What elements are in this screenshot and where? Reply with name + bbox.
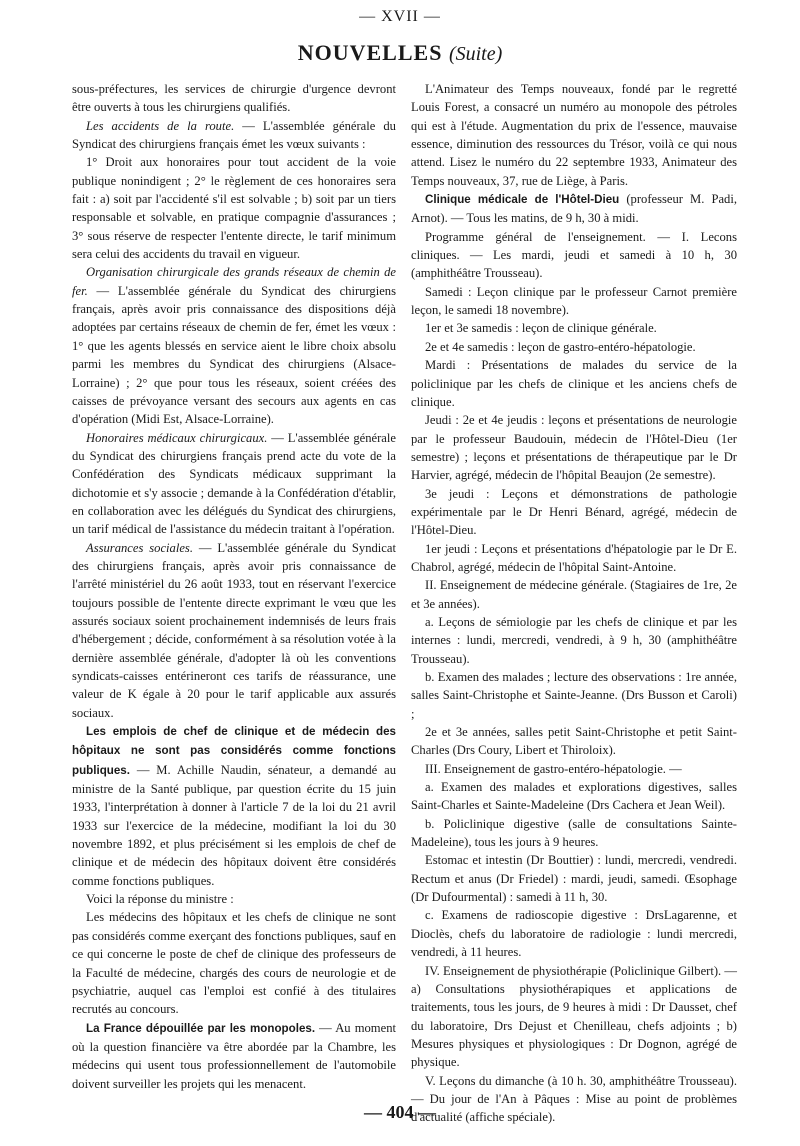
paragraph-title: Les accidents de la route.: [86, 118, 235, 133]
paragraph-body: — L'assemblée générale du Syndicat des chirurgiens français émet les vœux suivants :: [72, 118, 396, 152]
paragraph: 3e jeudi : Leçons et démonstrations de pathologie expérimentale par le Dr Henri Bénard, agrégé, médecin de l'Hôtel-Dieu.: [411, 486, 737, 538]
paragraph-body: — L'assemblée générale du Syndicat des chirurgiens français prend acte du vote de la Confédération des Syndicats médicaux supprimant la dichotomie et s'y associe ; demande à la Confédération d'établir, en collaboration avec les délégués du Syndicat des chirurgiens, un tarif médical de l'assistance du médecin traitant à l'opération.: [72, 430, 396, 537]
paragraph-title: Les emplois de chef de clinique et de médecin des hôpitaux ne sont pas considérés comme fonctions publiques.: [72, 725, 396, 777]
page-roman-numeral: — XVII —: [359, 8, 441, 25]
paragraph: [72, 722, 396, 890]
paragraph-body: — M. Achille Naudin, sénateur, a demandé au ministre de la Santé publique, par question écrite du 15 juin 1933, l'interprétation à donner à l'article 7 de la loi du 21 avril 1933 sur l'exercice de la médecine, modifiant la loi du 30 novembre 1892, et plus précisément si les emplois de chef de clinique et de médecin des hôpitaux doivent être considérés comme fonctions publiques.: [72, 762, 396, 888]
paragraph: Jeudi : 2e et 4e jeudis : leçons et présentations de neurologie par le professeur Baudouin, médecin de l'Hôtel-Dieu (1er semestre) ; leçons et présentations de thérapeutique par le Dr Harvier, agrégé, médecin de l'hôpital Beaujon (2e semestre).: [411, 413, 737, 483]
paragraph-title: Honoraires médicaux chirurgicaux.: [86, 430, 268, 445]
paragraph: 1er et 3e samedis : leçon de clinique générale.: [425, 321, 657, 336]
paragraph: 2e et 3e années, salles petit Saint-Christophe et petit Saint-Charles (Drs Coury, Libert et Thiroloix).: [411, 725, 737, 758]
paragraph: a. Leçons de sémiologie par les chefs de clinique et par les internes : lundi, mercredi, vendredi, à 9 h, 30 (amphithéâtre Trousseau).: [411, 614, 737, 666]
section-header: [0, 40, 800, 66]
paragraph: a. Examen des malades et explorations digestives, salles Saint-Charles et Sainte-Madeleine (Drs Cachera et Jean Weil).: [411, 780, 737, 813]
paragraph-title: Assurances sociales.: [86, 540, 193, 555]
paragraph: Mardi : Présentations de malades du service de la policlinique par les chefs de clinique et les anciens chefs de clinique.: [411, 358, 737, 409]
paragraph: Les médecins des hôpitaux et les chefs de clinique ne sont pas considérés comme exerçant des fonctions publiques, sauf en ce qui concerne le poste de chef de clinique des professeurs de la Faculté de médecine, chargés des cours de neurologie et de psychiatrie, auquel cas l'emploi est confié à des titulaires recrutés au concours.: [72, 910, 396, 1017]
paragraph: Programme général de l'enseignement. — I. Lecons cliniques. — Les mardi, jeudi et samedi à 10 h, 30 (amphithéâtre Trousseau).: [411, 229, 737, 281]
paragraph: 1er jeudi : Leçons et présentations d'hépatologie par le Dr E. Chabrol, agrégé, médecin de l'hôpital Saint-Antoine.: [411, 541, 737, 574]
paragraph: [72, 117, 396, 154]
right-column: [411, 80, 737, 1127]
paragraph: b. Policlinique digestive (salle de consultations Sainte-Madeleine), tous les jours à 9 heures.: [411, 816, 737, 850]
section-title: NOUVELLES: [297, 40, 443, 65]
paragraph: 2e et 4e samedis : leçon de gastro-entéro-hépatologie.: [425, 339, 696, 354]
paragraph: [72, 263, 396, 428]
paragraph-body: — Au moment où la question financière va être abordée par la Chambre, les médecins qui usent tous professionnellement de l'automobile doivent surveiller les projets qui les menacent.: [72, 1020, 396, 1091]
paragraph: V. Leçons du dimanche (à 10 h. 30, amphithéâtre Trousseau). — Du jour de l'An à Pâques : Mise au point de problèmes d'actualité (affiche spéciale).: [411, 1073, 737, 1125]
paragraph-title: La France dépouillée par les monopoles.: [86, 1021, 316, 1035]
paragraph: [72, 429, 396, 539]
page-number: — 404 —: [364, 1102, 436, 1122]
paragraph: [411, 190, 737, 228]
paragraph: sous-préfectures, les services de chirurgie d'urgence devront être ouverts à tous les chirurgiens qualifiés.: [72, 82, 396, 115]
paragraph-body: (professeur M. Padi, Arnot). — Tous les matins, de 9 h, 30 à midi.: [411, 192, 738, 226]
paragraph: III. Enseignement de gastro-entéro-hépatologie. —: [425, 761, 682, 776]
paragraph-body: — L'assemblée générale du Syndicat des chirurgiens français, après avoir pris connaissance de l'arrêté ministériel du 26 août 1933, tout en réservant l'exercice toujours possible de l'entente directe exprimant le vœu que les assurés sociaux soient prochainement indemnisés de leurs frais d'hébergement ; décide, conformément à sa résolution votée à la dernière assemblée générale, d'adopter là où les conventions syndicats-caisses entérineront ces tarifs de réassurance, une valeur de K égale à 20 pour le tarif applicable aux assurés sociaux.: [72, 540, 396, 720]
paragraph-title: Organisation chirurgicale des grands réseaux de chemin de fer.: [72, 265, 396, 298]
paragraph: Samedi : Leçon clinique par le professeur Carnot première leçon, le samedi 18 novembre).: [411, 284, 737, 318]
paragraph: b. Examen des malades ; lecture des observations : 1re année, salles Saint-Christophe et Sainte-Jeanne. (Drs Busson et Caroli) ;: [411, 670, 737, 721]
paragraph: Estomac et intestin (Dr Bouttier) : lundi, mercredi, vendredi. Rectum et anus (Dr Friedel) : mardi, jeudi, samedi. Œsophage (Dr Dufourmental) : samedi à 11 h, 30.: [411, 853, 737, 905]
left-column: [72, 80, 396, 1093]
paragraph-title: Clinique médicale de l'Hôtel-Dieu: [425, 193, 620, 207]
paragraph: [72, 1019, 396, 1093]
paragraph: II. Enseignement de médecine générale. (Stagiaires de 1re, 2e et 3e années).: [411, 578, 737, 611]
paragraph: Voici la réponse du ministre :: [86, 892, 234, 907]
paragraph: L'Animateur des Temps nouveaux, fondé par le regretté Louis Forest, a consacré un numéro au monopole des pétroles qui est à l'étude. Augmentation du prix de l'essence, mauvaise essence, diminution des ressources du Trésor, voilà ce qui nous attend. Lisez le numéro du 22 septembre 1933, Animateur des Temps nouveaux, 37, rue de Liège, à Paris.: [411, 82, 737, 188]
section-suffix: (Suite): [448, 43, 503, 65]
paragraph: c. Examens de radioscopie digestive : DrsLagarenne, et Dioclès, chefs du laboratoire de radiologie : lundi mercredi, vendredi, à 11 heures.: [411, 908, 737, 960]
paragraph-body: — L'assemblée générale du Syndicat des chirurgiens français, après avoir pris connaissance des dispositions déjà adoptées par certains réseaux de chemin de fer, émet les vœux : 1° que les agents blessés en service aient le libre choix absolu parmi les membres du Syndicat des chirurgiens (Alsace-Lorraine) ; 2° que pour tous les réseaux, soient créées des caisses de prévoyance versant des secours aux agents en cas d'opération (Midi Est, Alsace-Lorraine).: [72, 283, 396, 427]
paragraph: [72, 539, 396, 722]
paragraph: IV. Enseignement de physiothérapie (Policlinique Gilbert). — a) Consultations physiothérapiques et applications de traitements, tous les jours, de 9 heures à midi : Dr Dausset, chef du laboratoire, Drs Dejust et Chenilleau, chefs adjoints ; b) Mesures physiques et physiologiques : Dr Dognon, agrégé de physique.: [411, 963, 737, 1070]
paragraph: 1° Droit aux honoraires pour tout accident de la voie publique nonindigent ; 2° le règlement de ces honoraires sera fait : a) soit par l'accidenté s'il est solvable ; b) soit par un tiers responsable et solvable, en pratique compagnie d'assurances ; 3° sous réserve de respecter l'entente directe, le tarif minimum sera celui des accidents du travail en vigueur.: [72, 155, 396, 262]
